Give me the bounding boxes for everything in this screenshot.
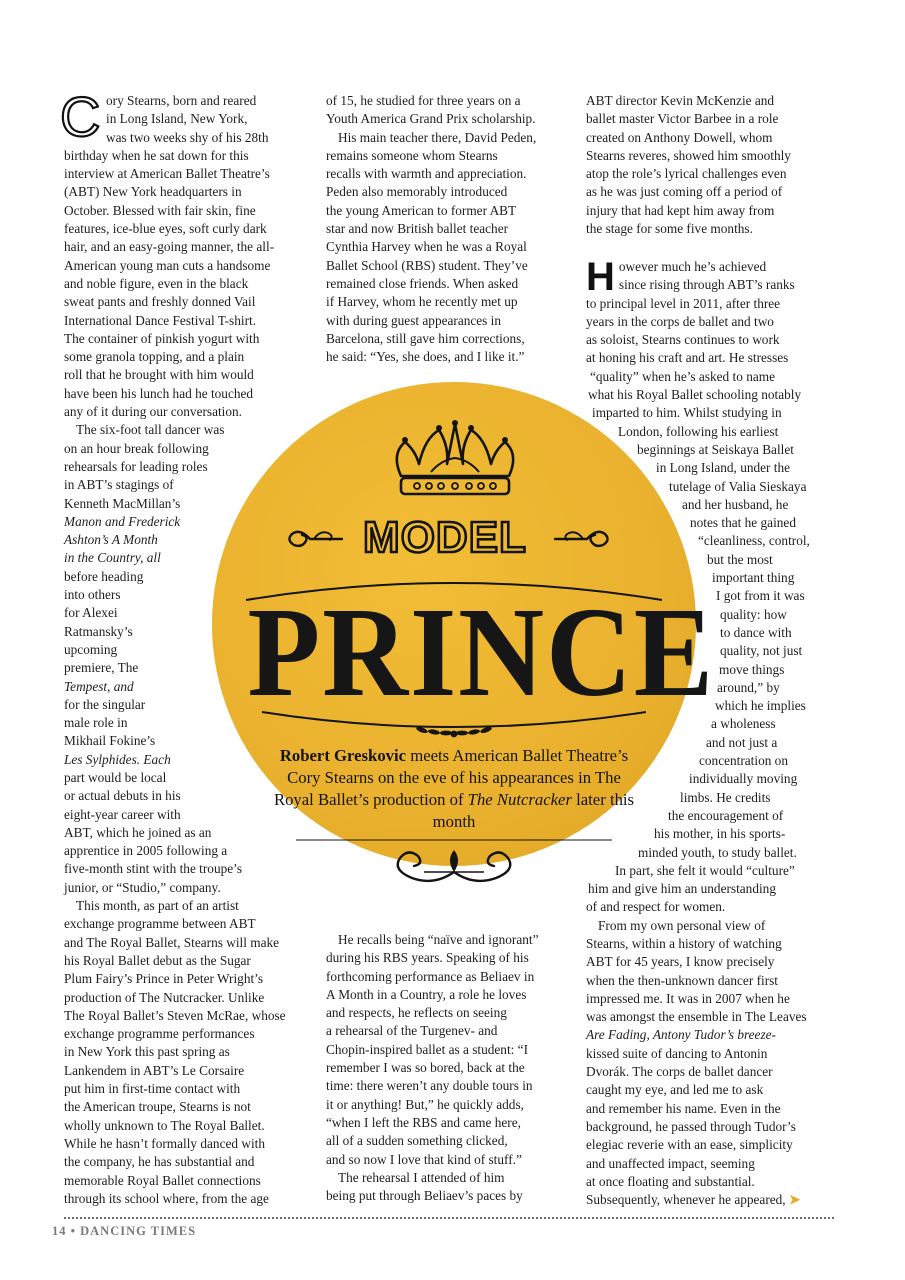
text-line: sweat pants and freshly donned Vail [64, 294, 256, 310]
text-line: in Long Island, New York, [106, 111, 248, 127]
left-paragraph-3 [64, 897, 304, 1208]
text-line: The Royal Ballet’s Steven McRae, whose [64, 1007, 286, 1023]
text-line: all of a sudden something clicked, [326, 1133, 508, 1149]
text-line: owever much he’s achieved [618, 259, 767, 274]
text-line: birthday when he sat down for this [64, 147, 249, 163]
text-line: in Long Island, under the [656, 460, 791, 476]
text-line: Stearns reveres, showed him smoothly [586, 147, 791, 163]
text-line: atop the role’s lyrical challenges even [586, 166, 787, 182]
text-line: recalls with warmth and appreciation. [326, 166, 527, 182]
text-line: five-month stint with the troupe’s [64, 861, 243, 877]
text-line: important thing [712, 570, 795, 586]
text-line: junior, or “Studio,” company. [64, 879, 221, 895]
column-middle-bottom [326, 931, 576, 1205]
text-line: upcoming [64, 641, 118, 657]
text-line: the American troupe, Stearns is not [64, 1099, 251, 1115]
standfirst-author: Robert Greskovic [279, 746, 407, 765]
text-line: around,” by [717, 679, 780, 695]
text-line: or actual debuts in his [64, 788, 181, 804]
text-line: at once floating and substantial. [586, 1173, 755, 1189]
text-line: time: there weren’t any double tours in [326, 1078, 533, 1094]
text-line: forthcoming performance as Beliaev in [326, 968, 535, 984]
arrow-icon: ➤ [788, 1192, 801, 1208]
middle-paragraph-1 [326, 92, 576, 366]
text-line: in the Country, all [64, 550, 161, 566]
title-model: MODEL [363, 513, 527, 562]
text-line: if Harvey, whom he recently met up [326, 294, 518, 310]
standfirst-production: The Nutcracker [467, 790, 572, 809]
text-line: International Dance Festival T-shirt. [64, 312, 257, 328]
text-line: and remember his name. Even in the [586, 1100, 781, 1116]
text-line: Dvorák. The corps de ballet dancer [586, 1064, 773, 1080]
text-line: and noble figure, even in the black [64, 275, 249, 291]
text-line: In part, she felt it would “culture” [615, 862, 795, 878]
text-line: of and respect for women. [586, 899, 726, 915]
text-line: ballet master Victor Barbee in a role [586, 111, 779, 127]
text-line: of 15, he studied for three years on a [326, 93, 521, 108]
text-line: premiere, The [64, 660, 139, 676]
drop-cap-h: H [586, 255, 615, 299]
text-line: While he hasn’t formally danced with [64, 1135, 265, 1151]
text-line: kissed suite of dancing to Antonin [586, 1045, 768, 1061]
text-line: before heading [64, 568, 144, 584]
text-line: Peden also memorably introduced [326, 184, 508, 200]
text-line: Les Sylphides. Each [64, 751, 171, 767]
text-line: the young American to former ABT [326, 202, 517, 218]
text-line: A Month in a Country, a role he loves [326, 986, 527, 1002]
text-line: being put through Beliaev’s paces by [326, 1188, 523, 1204]
text-line: Ballet School (RBS) student. They’ve [326, 257, 528, 273]
text-line: exchange programme between ABT [64, 916, 256, 932]
standfirst-tail: later this month [432, 790, 635, 831]
text-line: he said: “Yes, she does, and I like it.” [326, 349, 525, 365]
middle-paragraph-2 [326, 931, 576, 1205]
text-line: Chopin-inspired ballet as a student: “I [326, 1041, 528, 1057]
text-line: the encouragement of [668, 807, 784, 823]
text-line: American young man cuts a handsome [64, 257, 271, 273]
text-line: and not just a [706, 734, 778, 750]
text-line: any of it during our conversation. [64, 404, 242, 420]
text-line: rehearsals for leading roles [64, 458, 208, 474]
text-line: the company, he has substantial and [64, 1154, 255, 1170]
text-line: with during guest appearances in [326, 312, 502, 328]
text-line: minded youth, to study ballet. [638, 844, 797, 860]
text-line: Plum Fairy’s Prince in Peter Wright’s [64, 971, 264, 987]
text-line: London, following his earliest [618, 423, 779, 439]
text-line: injury that had kept him away from [586, 202, 775, 218]
text-line: star and now British ballet teacher [326, 221, 509, 237]
text-line: elegiac reverie with an ease, simplicity [586, 1137, 793, 1153]
text-line: interview at American Ballet Theatre’s [64, 166, 270, 182]
text-line: through its school where, from the age [64, 1190, 269, 1206]
text-line: He recalls being “naïve and ignorant” [338, 932, 539, 947]
text-line: him and give him an understanding [588, 881, 776, 897]
text-line: The six-foot tall dancer was [76, 422, 225, 438]
text-line: was amongst the ensemble in The Leaves [586, 1009, 807, 1025]
left-paragraph-2 [64, 421, 304, 897]
text-line: as he was just coming off a period of [586, 184, 783, 200]
text-line: impressed me. It was in 2007 when he [586, 990, 790, 1006]
text-line: I got from it was [716, 588, 805, 604]
text-line: The container of pinkish yogurt with [64, 330, 260, 346]
text-line: years in the corps de ballet and two [586, 313, 774, 329]
text-line: it or anything! But,” he quickly adds, [326, 1096, 524, 1112]
text-line: Ashton’s A Month [64, 532, 158, 548]
text-line: ory Stearns, born and reared [106, 93, 257, 108]
text-line: “quality” when he’s asked to name [590, 368, 775, 384]
text-line: in New York this past spring as [64, 1044, 230, 1060]
text-line: roll that he brought with him would [64, 367, 254, 383]
text-line: at honing his craft and art. He stresses [586, 350, 789, 366]
text-line: and The Royal Ballet, Stearns will make [64, 934, 280, 950]
text-line: for the singular [64, 696, 146, 712]
text-line: The rehearsal I attended of him [338, 1169, 505, 1185]
text-line: limbs. He credits [680, 789, 771, 805]
text-line: his Royal Ballet debut as the Sugar [64, 952, 251, 968]
text-line: ABT, which he joined as an [64, 824, 212, 840]
text-line: and her husband, he [682, 496, 789, 512]
text-line: Kenneth MacMillan’s [64, 495, 181, 511]
text-line: From my own personal view of [598, 917, 766, 933]
text-line: to principal level in 2011, after three [586, 295, 781, 311]
text-line: his mother, in his sports- [654, 826, 786, 842]
text-line: concentration on [699, 753, 788, 769]
text-line [586, 1191, 836, 1209]
text-line: Stearns, within a history of watching [586, 935, 782, 951]
text-line: caught my eye, and led me to ask [586, 1082, 764, 1098]
text-line: put him in first-time contact with [64, 1081, 241, 1097]
text-line: into others [64, 587, 121, 603]
text-line: since rising through ABT’s ranks [618, 277, 795, 293]
text-line: and unaffected impact, seeming [586, 1155, 755, 1171]
text-line: Manon and Frederick [64, 513, 181, 529]
text-line: and so now I love that kind of stuff.” [326, 1151, 522, 1167]
text-line: on an hour break following [64, 440, 209, 456]
text-line: hair, and an easy-going manner, the all- [64, 239, 275, 255]
text-line: tutelage of Valia Sieskaya [669, 478, 807, 494]
text-line: Barcelona, still gave him corrections, [326, 330, 525, 346]
text-line: male role in [64, 715, 128, 731]
text-line: notes that he gained [690, 515, 796, 531]
text-line: have been his lunch had he touched [64, 385, 254, 401]
text-line: remained close friends. When asked [326, 275, 519, 291]
text-line: ABT director Kevin McKenzie and [586, 93, 775, 108]
text-line: This month, as part of an artist [76, 898, 239, 914]
text-line: Are Fading, Antony Tudor’s breeze- [586, 1027, 776, 1043]
text-line: remember I was so bored, back at the [326, 1060, 525, 1076]
text-line: beginnings at Seiskaya Ballet [637, 441, 794, 457]
text-line: production of The Nutcracker. Unlike [64, 989, 265, 1005]
text-line: Lankendem in ABT’s Le Corsaire [64, 1062, 245, 1078]
text-line: quality, not just [720, 643, 803, 659]
page-footer: 14 • DANCING TIMES [52, 1224, 197, 1238]
text-line: in ABT’s stagings of [64, 477, 174, 493]
text-line: the stage for some five months. [586, 221, 753, 237]
text-line: which he implies [715, 698, 806, 714]
drop-cap-c: C [60, 85, 101, 148]
right-paragraph-3 [586, 917, 836, 1210]
text-line: Mikhail Fokine’s [64, 733, 156, 749]
text-line: during his RBS years. Speaking of his [326, 950, 529, 966]
text-line: when the then-unknown dancer first [586, 972, 779, 988]
text-line: a wholeness [711, 716, 776, 732]
text-line: wholly unknown to The Royal Ballet. [64, 1117, 265, 1133]
crown-icon [385, 420, 525, 500]
text-line: Youth America Grand Prix scholarship. [326, 111, 536, 127]
text-line: individually moving [689, 771, 798, 787]
text-line: Ratmansky’s [64, 623, 133, 639]
text-line: Cynthia Harvey when he was a Royal [326, 239, 527, 255]
text-line: His main teacher there, David Peden, [338, 129, 537, 145]
swirl-ornament-icon [384, 842, 524, 890]
text-line: October. Blessed with fair skin, fine [64, 202, 256, 218]
text-line: ABT for 45 years, I know precisely [586, 954, 775, 970]
text-line: created on Anthony Dowell, whom [586, 129, 773, 145]
text-line: was two weeks shy of his 28th [106, 129, 269, 145]
footer-rule [64, 1217, 834, 1219]
text-line: exchange programme performances [64, 1026, 255, 1042]
text-line: quality: how [720, 606, 787, 622]
title-prince: PRINCE [247, 581, 716, 723]
text-line: Tempest, and [64, 678, 134, 694]
column-right-middle [586, 255, 836, 1209]
text-line: imparted to him. Whilst studying in [592, 405, 782, 421]
text-line: and respects, he reflects on seeing [326, 1005, 507, 1021]
text-line: (ABT) New York headquarters in [64, 184, 242, 200]
text-line: background, he passed through Tudor’s [586, 1118, 796, 1134]
text-line: memorable Royal Ballet connections [64, 1172, 261, 1188]
text-line: features, ice-blue eyes, soft curly dark [64, 221, 267, 237]
text-line: apprentice in 2005 following a [64, 843, 228, 859]
text-line: some granola topping, and a plain [64, 349, 245, 365]
text-line: but the most [707, 551, 773, 567]
standfirst [268, 745, 640, 833]
text-line: a rehearsal of the Turgenev- and [326, 1023, 498, 1039]
text-line: to dance with [720, 624, 792, 640]
right-paragraph-1 [586, 92, 836, 238]
text-line: for Alexei [64, 605, 118, 621]
column-left [60, 85, 304, 1208]
text-line: “cleanliness, control, [698, 533, 810, 549]
text-line: as soloist, Stearns continues to work [586, 332, 780, 348]
text-line: move things [719, 661, 785, 677]
text-line: “when I left the RBS and came here, [326, 1114, 521, 1130]
text-line: part would be local [64, 769, 167, 785]
column-right-top [586, 92, 836, 238]
column-middle-top [326, 92, 576, 366]
text-line: remains someone whom Stearns [326, 147, 498, 163]
right-paragraph-2 [586, 255, 836, 917]
text-line: eight-year career with [64, 806, 181, 822]
last-line-text: Subsequently, whenever he appeared, [586, 1192, 786, 1208]
standfirst-text: meets American Ballet Theatre’s Cory Stearns on the eve of his appearances in The Royal Ballet’s production of [273, 746, 629, 809]
text-line: what his Royal Ballet schooling notably [588, 387, 802, 403]
